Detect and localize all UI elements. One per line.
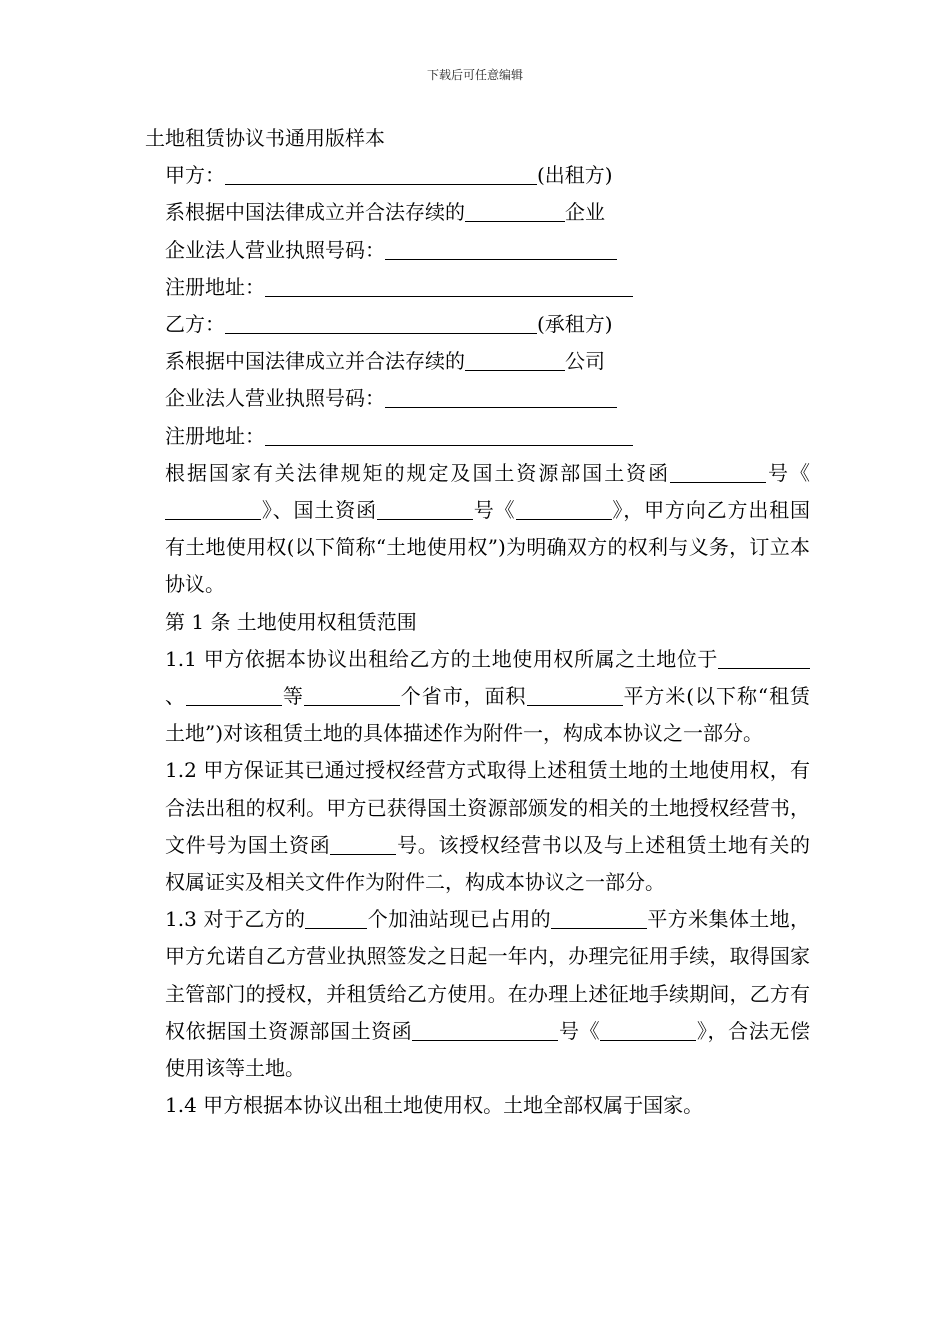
article-1-title: 第 1 条 土地使用权租赁范围 — [165, 609, 417, 634]
blank — [377, 497, 473, 520]
blank — [527, 683, 623, 706]
blank — [265, 423, 633, 446]
party-a-law-line: 系根据中国法律成立并合法存续的 企业 — [165, 200, 605, 225]
document-title: 土地租赁协议书通用版样本 — [145, 126, 385, 150]
blank — [412, 1018, 558, 1041]
blank — [265, 274, 633, 297]
blank — [385, 385, 617, 408]
preamble-paragraph: 根据国家有关法律规矩的规定及国土资源部国土资函 号《》、国土资函 号《 》，甲方向乙方出租国有土地使用权(以下简称“土地使用权”)为明确双方的权利与义务，订立本协议。 — [165, 460, 811, 597]
party-a-license-line: 企业法人营业执照号码： — [145, 232, 810, 269]
blank — [718, 646, 810, 669]
blank — [305, 906, 367, 929]
document-body — [145, 120, 810, 1124]
blank — [465, 348, 565, 371]
clause-1-3: 1.3 对于乙方的 个加油站现已占用的 平方米集体土地，甲方允诺自乙方营业执照签发之日起一年内，办理完征用手续，取得国家主管部门的授权，并租赁给乙方使用。在办理上述征地手续期间，乙方有权依据国土资源部国土资函 号《 》，合法无偿使用该等土地。 — [165, 907, 811, 1081]
blank — [225, 162, 537, 185]
party-b-line: 乙方： (承租方) — [165, 312, 613, 337]
blank — [225, 311, 537, 334]
party-a-line: 甲方： (出租方) — [165, 163, 613, 188]
party-b-law-line: 系根据中国法律成立并合法存续的 公司 — [165, 349, 605, 374]
clause-1-1: 1.1 甲方依据本协议出租给乙方的土地使用权所属之土地位于、 等 个省市，面积 平方米(以下称“租赁土地”)对该租赁土地的具体描述作为附件一，构成本协议之一部分。 — [165, 646, 811, 746]
blank — [551, 906, 647, 929]
blank — [165, 497, 261, 520]
blank — [330, 832, 396, 855]
blank — [516, 497, 612, 520]
blank — [465, 199, 565, 222]
blank — [600, 1018, 696, 1041]
blank — [385, 237, 617, 260]
party-b-license-line: 企业法人营业执照号码： — [145, 380, 810, 417]
blank — [670, 460, 766, 483]
clause-1-4: 1.4 甲方根据本协议出租土地使用权。土地全部权属于国家。 — [165, 1093, 704, 1118]
page-header: 下载后可任意编辑 — [426, 68, 523, 82]
blank — [304, 683, 400, 706]
clause-1-2: 1.2 甲方保证其已通过授权经营方式取得上述租赁土地的土地使用权，有合法出租的权利。甲方已获得国土资源部颁发的相关的土地授权经营书，文件号为国土资函 号。该授权经营书以及与上述租赁土地有关的权属证实及相关文件作为附件二，构成本协议之一部分。 — [165, 758, 811, 895]
party-a-address-line: 注册地址： — [145, 269, 810, 306]
party-b-address-line: 注册地址： — [145, 418, 810, 455]
blank — [186, 683, 282, 706]
